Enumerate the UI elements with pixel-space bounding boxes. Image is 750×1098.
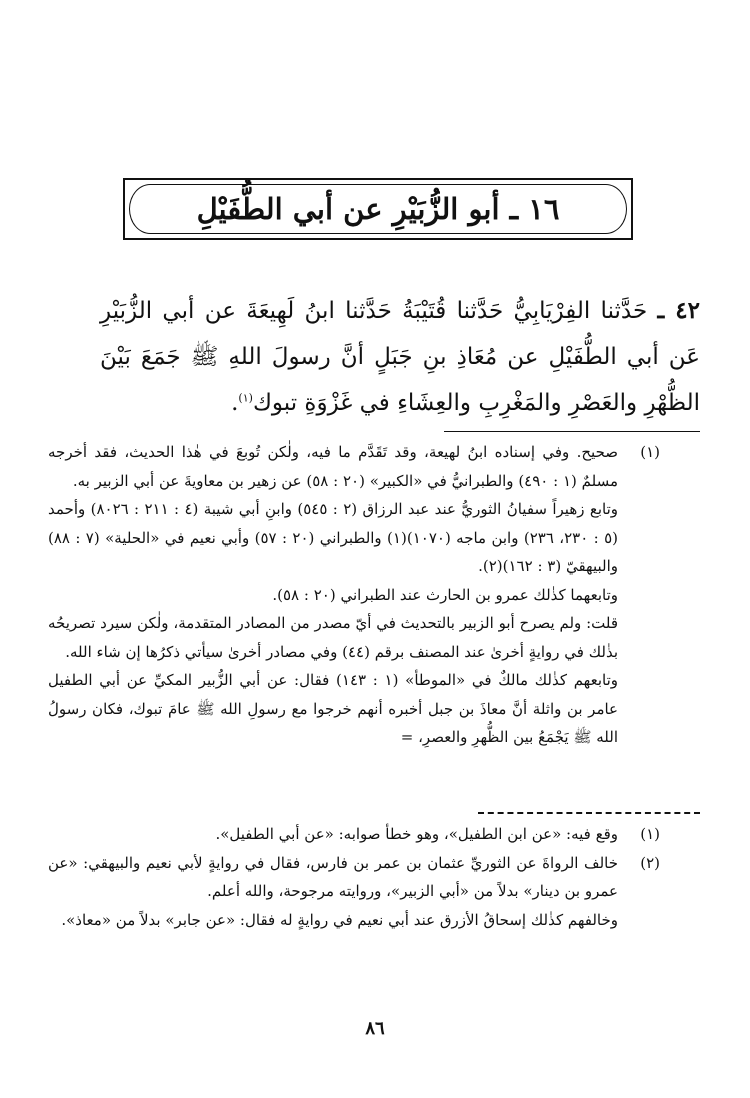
editor-note-body [48, 849, 618, 935]
footnote-paragraph: وتابعهما كذٰلك عمرو بن الحارث عند الطبراني (٢٠ : ٥٨). [272, 585, 618, 604]
footnote-separator [444, 431, 700, 432]
editor-note-number: (٢) [640, 853, 660, 872]
editor-note-number: (١) [640, 825, 660, 843]
hadith-footnote-ref: (١) [238, 391, 253, 405]
footnote-item [48, 438, 660, 752]
footnote-paragraph: قلت: ولم يصرح أبو الزبير بالتحديث في أيّ مصدر من المصادر المتقدمة، ولٰكن سيرد تصريحُه بذٰلك في روايةٍ أخرىٰ عند المصنف برقم (٤٤) وفي مصادر أخرىٰ سيأتي ذكرُها إن شاء الله. [48, 614, 618, 661]
editor-note-item [48, 820, 660, 849]
hadith-text-block [100, 288, 700, 426]
editor-note-paragraph: وخالفهم كذٰلك إسحاقُ الأزرق عند أبي نعيم في روايةٍ له فقال: «عن جابر» بدلاً من «معاذ». [61, 910, 618, 929]
footnotes-section [48, 438, 660, 752]
editor-notes-section [48, 820, 660, 934]
editor-notes-separator [478, 812, 700, 814]
hadith-number: ٤٢ ـ [657, 297, 700, 324]
editor-note-paragraph: وقع فيه: «عن ابن الطفيل»، وهو خطأ صوابه: «عن أبي الطفيل». [215, 825, 618, 843]
hadith-paragraph [100, 288, 700, 426]
footnote-number: (١) [640, 443, 660, 461]
chapter-title: ١٦ ـ أبو الزُّبَيْرِ عن أبي الطُّفَيْلِ [196, 192, 560, 226]
editor-note-body [48, 820, 618, 849]
chapter-title-frame [123, 178, 633, 240]
page-number: ٨٦ [365, 1018, 385, 1039]
editor-note-item [48, 849, 660, 935]
footnote-paragraph: وتابع زهيراً سفيانُ الثوريُّ عند عبد الرزاق (٢ : ٥٤٥) وابنِ أبي شيبة (٤ : ٢١١ : ٨٠٢٦) وأحمد (٥ : ٢٣٠، ٢٣٦) وابن ماجه (١٠٧٠)(١) والطبراني (٢٠ : ٥٧) وأبي نعيم في «الحلية» (٧ : ٨٨) والبيهقيّ (٣ : ١٦٢)(٢). [48, 500, 618, 575]
hadith-body: حَدَّثنا الفِرْيَابِيُّ حَدَّثنا قُتَيْبَةُ حَدَّثنا ابنُ لَهِيعَةَ عن أبي الزُّبَيْرِ عَن أبي الطُّفَيْلِ عن مُعَاذِ بنِ جَبَلٍ أنَّ رسولَ اللهِ ﷺ جَمَعَ بَيْنَ الظُّهْرِ والعَصْرِ والمَغْرِبِ والعِشَاءِ في غَزْوَةِ تبوك [100, 298, 700, 416]
editor-note-paragraph: خالف الرواةَ عن الثوريِّ عثمان بن عمر بن فارس، فقال في روايةٍ لأبي نعيم والبيهقي: «عن عمرو بن دينار» بدلاً من «أبي الزبير»، وروايته مرجوحة، والله أعلم. [48, 853, 618, 900]
footnote-body [48, 438, 618, 752]
footnote-paragraph: صحيح. وفي إسناده ابنُ لهيعة، وقد تَقَدَّم ما فيه، ولٰكن تُوبعَ في هٰذا الحديث، فقد أخرجه مسلمٌ (١ : ٤٩٠) والطبرانيُّ في «الكبير» (٢٠ : ٥٨) عن زهير بن معاويةَ عن أبي الزبير به. [48, 443, 618, 490]
hadith-end: . [231, 390, 239, 416]
footnote-paragraph: وتابعهم كذٰلك مالكٌ في «الموطأ» (١ : ١٤٣) فقال: عن أبي الزُّبير المكيِّ عن أبي الطفيل عامر بن واثلة أنَّ معاذَ بن جبل أخبره أنهم خرجوا مع رسولِ الله ﷺ عامَ تبوك، فكان رسولُ الله ﷺ يَجْمَعُ بين الظُّهرِ والعصرِ، = [48, 671, 618, 746]
